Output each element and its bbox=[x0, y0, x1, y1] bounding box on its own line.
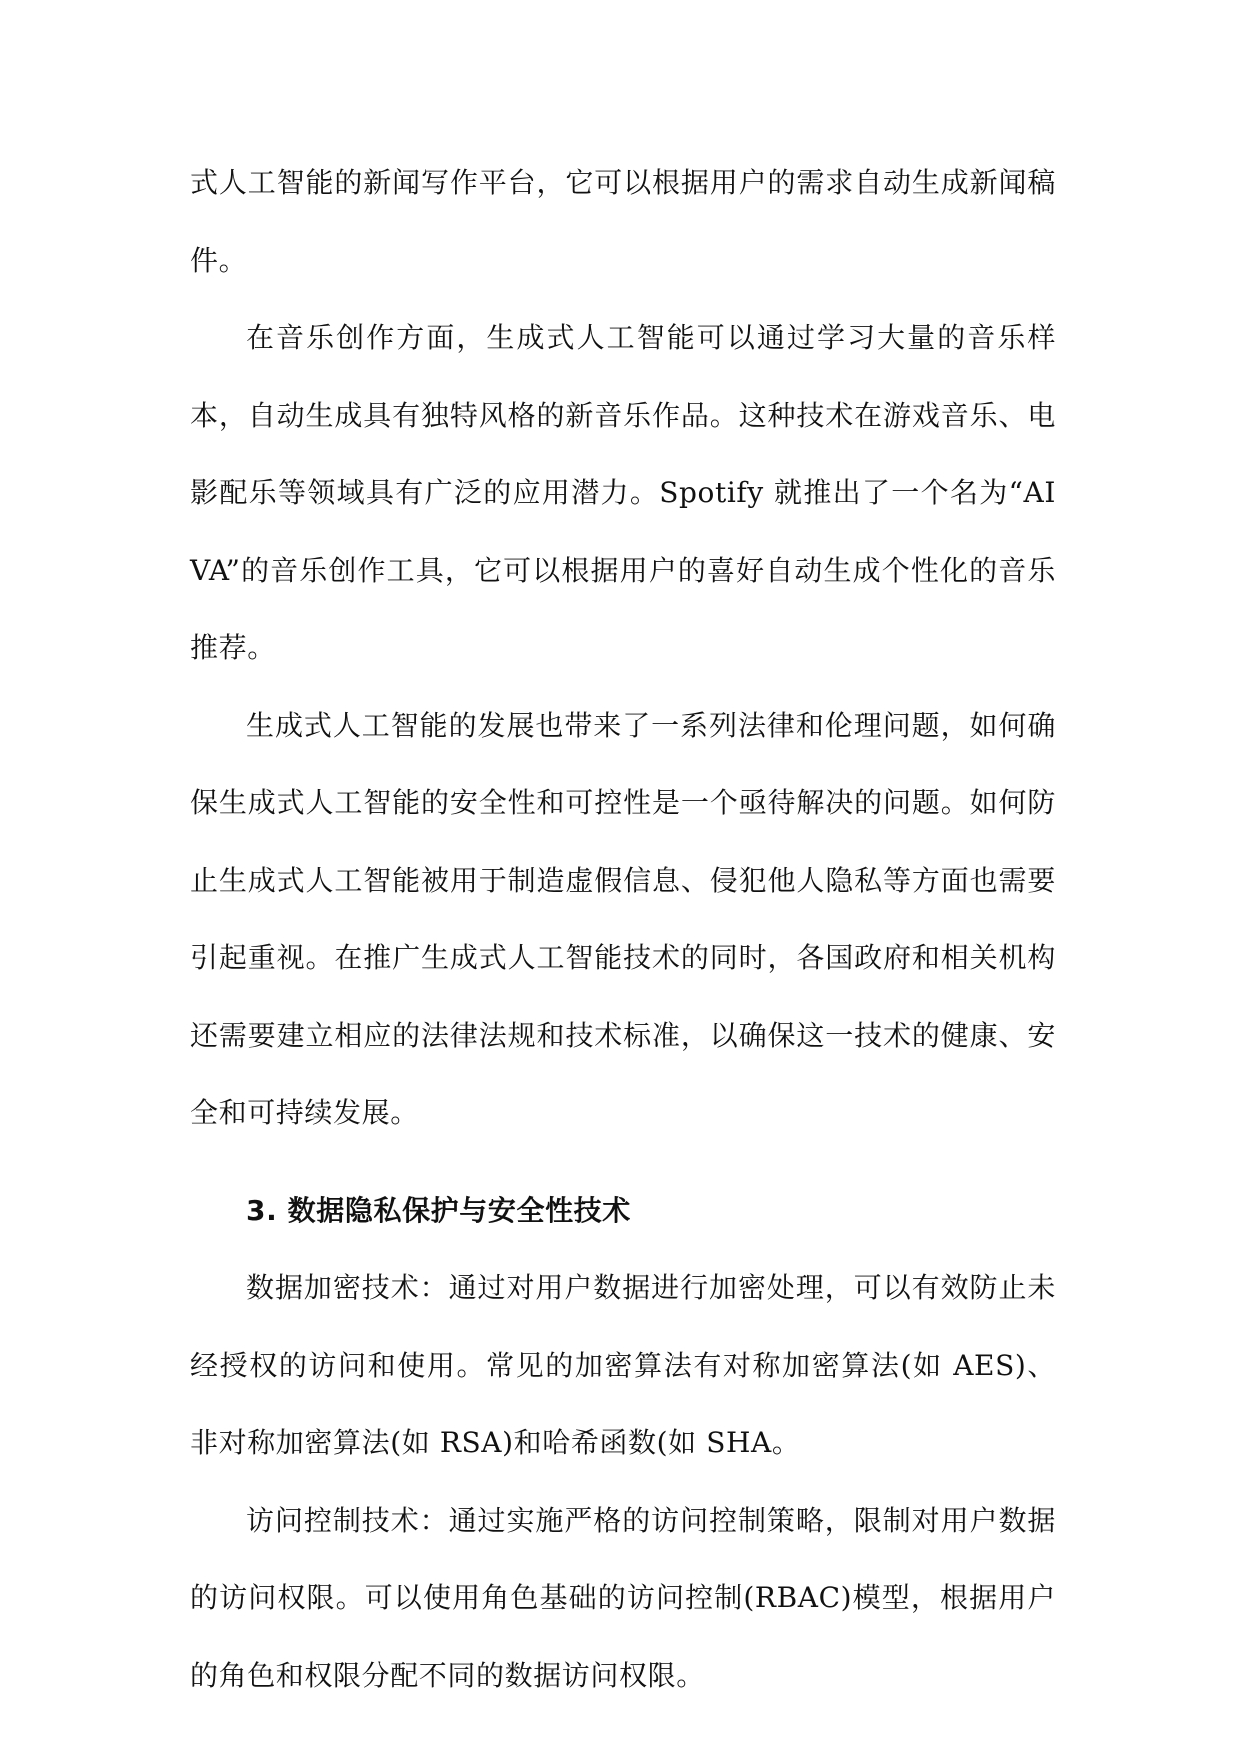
paragraph-music-creation: 在音乐创作方面，生成式人工智能可以通过学习大量的音乐样本，自动生成具有独特风格的新音乐作品。这种技术在游戏音乐、电影配乐等领域具有广泛的应用潜力。Spotify 就推出了一个名为“AIVA”的音乐创作工具，它可以根据用户的喜好自动生成个性化的音乐推荐。 bbox=[190, 321, 1056, 664]
paragraph-data-encryption: 数据加密技术：通过对用户数据进行加密处理，可以有效防止未经授权的访问和使用。常见的加密算法有对称加密算法(如 AES)、非对称加密算法(如 RSA)和哈希函数(如 SHA。 bbox=[190, 1271, 1056, 1459]
paragraph-access-control: 访问控制技术：通过实施严格的访问控制策略，限制对用户数据的访问权限。可以使用角色基础的访问控制(RBAC)模型，根据用户的角色和权限分配不同的数据访问权限。 bbox=[190, 1503, 1056, 1692]
section-spacer bbox=[190, 1152, 1056, 1172]
paragraph-news-writing-continuation: 式人工智能的新闻写作平台，它可以根据用户的需求自动生成新闻稿件。 bbox=[190, 166, 1056, 277]
paragraph-legal-ethical-issues: 生成式人工智能的发展也带来了一系列法律和伦理问题，如何确保生成式人工智能的安全性和可控性是一个亟待解决的问题。如何防止生成式人工智能被用于制造虚假信息、侵犯他人隐私等方面也需要引起重视。在推广生成式人工智能技术的同时，各国政府和相关机构还需要建立相应的法律法规和技术标准，以确保这一技术的健康、安全和可持续发展。 bbox=[190, 708, 1056, 1129]
section-heading: 3. 数据隐私保护与安全性技术 bbox=[246, 1193, 631, 1227]
document-body bbox=[190, 144, 1056, 1714]
